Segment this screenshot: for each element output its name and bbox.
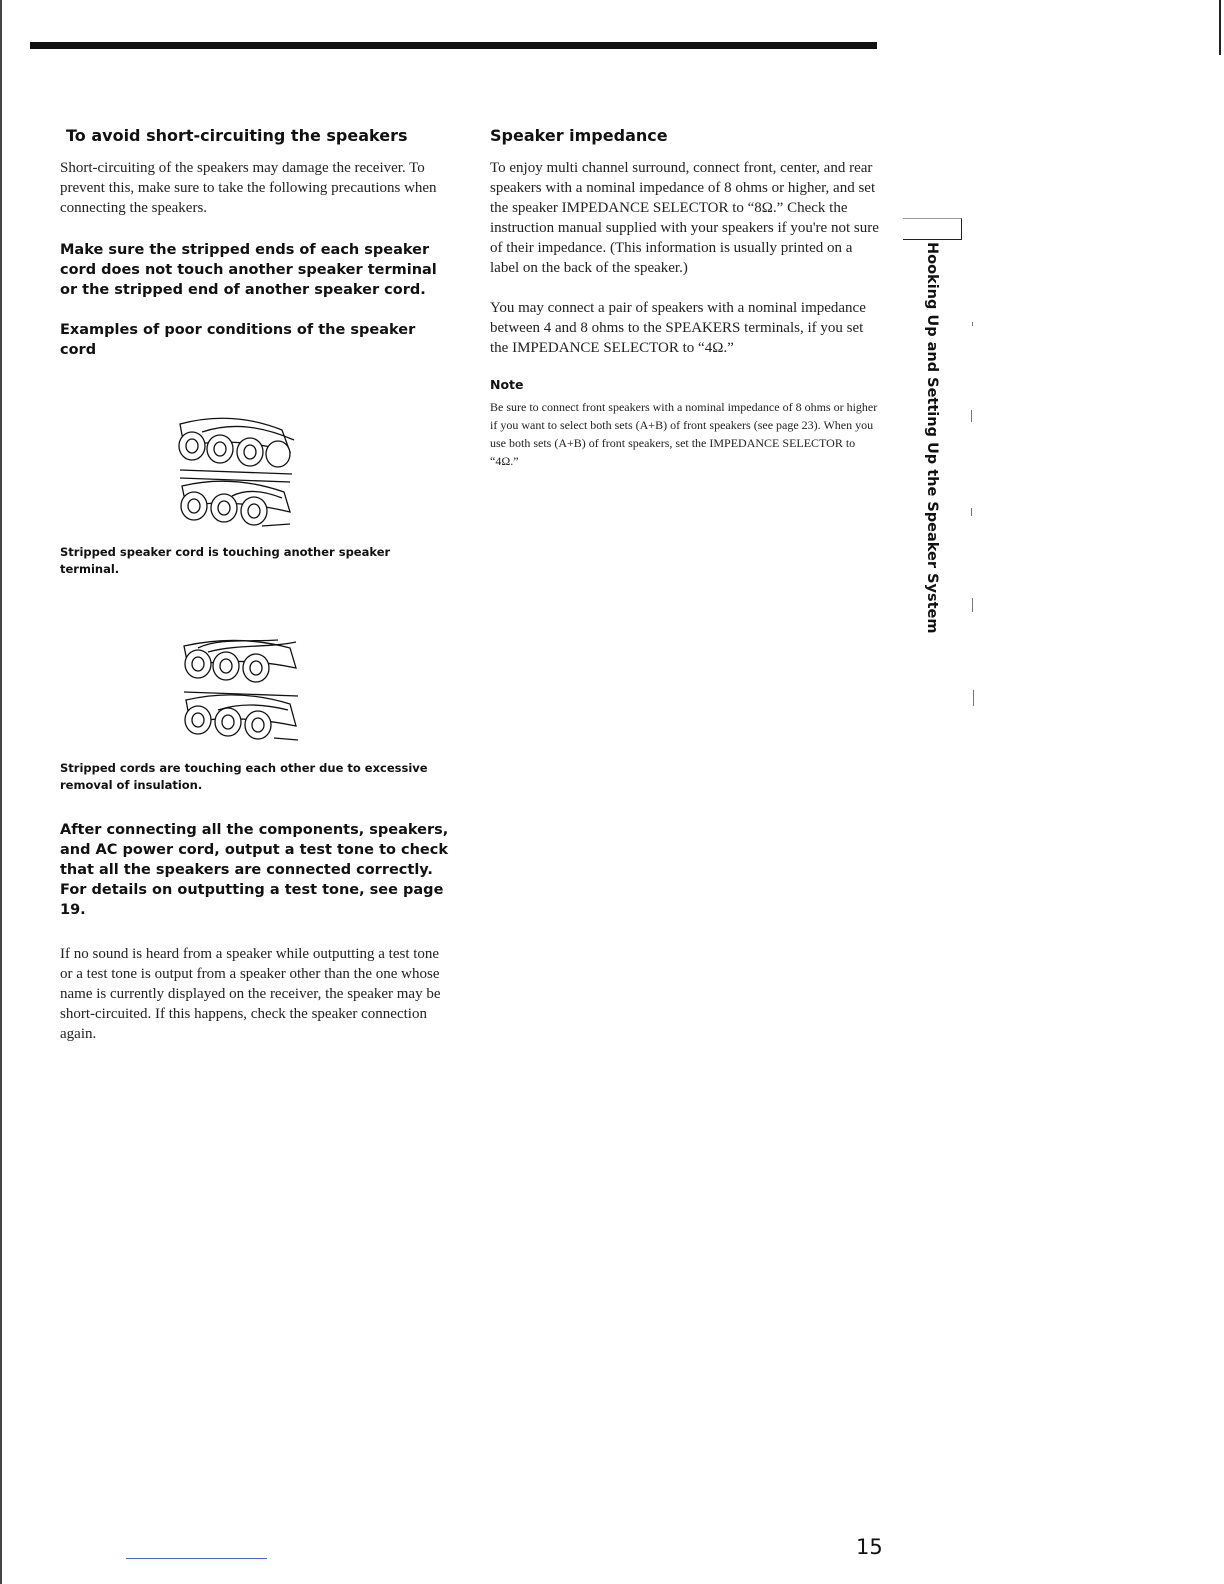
speaker-terminal-illustration-1 <box>172 416 302 534</box>
examples-heading: Examples of poor conditions of the speaker cord <box>60 322 416 358</box>
speaker-impedance-heading: Speaker impedance <box>490 126 668 145</box>
note-text: Be sure to connect front speakers with a nominal impedance of 8 ohms or higher if you want to select both sets (A+B) of front speakers (see page 23). When you use both sets (A+B) of front speakers, set the IMPEDANCE SELECTOR to “4Ω.” <box>490 400 878 468</box>
short-circuit-heading: To avoid short-circuiting the speakers <box>66 126 408 145</box>
left-column <box>60 124 452 1044</box>
right-column <box>490 124 885 470</box>
footer-rule <box>126 1558 267 1559</box>
page-number: 15 <box>856 1535 883 1559</box>
note-heading: Note <box>490 377 524 392</box>
section-tab <box>920 242 944 634</box>
stripped-ends-warning: Make sure the stripped ends of each speaker cord does not touch another speaker terminal or the stripped end of another speaker cord. <box>60 242 437 298</box>
impedance-paragraph-1: To enjoy multi channel surround, connect front, center, and rear speakers with a nominal impedance of 8 ohms or higher, and set the speaker IMPEDANCE SELECTOR to “8Ω.” Check the instruction manual supplied with your speakers if you're not sure of their impedance. (This information is usually printed on a label on the back of the speaker.) <box>490 160 879 276</box>
short-circuit-intro: Short-circuiting of the speakers may damage the receiver. To prevent this, make sure to take the following precautions when connecting the speakers. <box>60 160 437 216</box>
short-circuit-troubleshooting: If no sound is heard from a speaker while outputting a test tone or a test tone is output from a speaker other than the one whose name is currently displayed on the receiver, the speaker may be short-circuited. If this happens, check the speaker connection again. <box>60 946 441 1042</box>
page-edge-right <box>1219 0 1221 55</box>
figure-2-caption: Stripped cords are touching each other due to excessive removal of insulation. <box>60 761 428 792</box>
impedance-paragraph-2: You may connect a pair of speakers with a nominal impedance between 4 and 8 ohms to the SPEAKERS terminals, if you set the IMPEDANCE SELECTOR to “4Ω.” <box>490 300 866 356</box>
figure-1-caption: Stripped speaker cord is touching another speaker terminal. <box>60 545 391 576</box>
section-tab-marker <box>903 218 962 240</box>
speaker-terminal-illustration-2 <box>178 634 308 746</box>
section-tab-title: Hooking Up and Setting Up the Speaker System <box>924 242 940 634</box>
page-edge-left <box>0 0 2 1584</box>
header-rule <box>30 42 877 49</box>
test-tone-instruction: After connecting all the components, speakers, and AC power cord, output a test tone to check that all the speakers are connected correctly. For details on outputting a test tone, see page 19. <box>60 822 449 918</box>
